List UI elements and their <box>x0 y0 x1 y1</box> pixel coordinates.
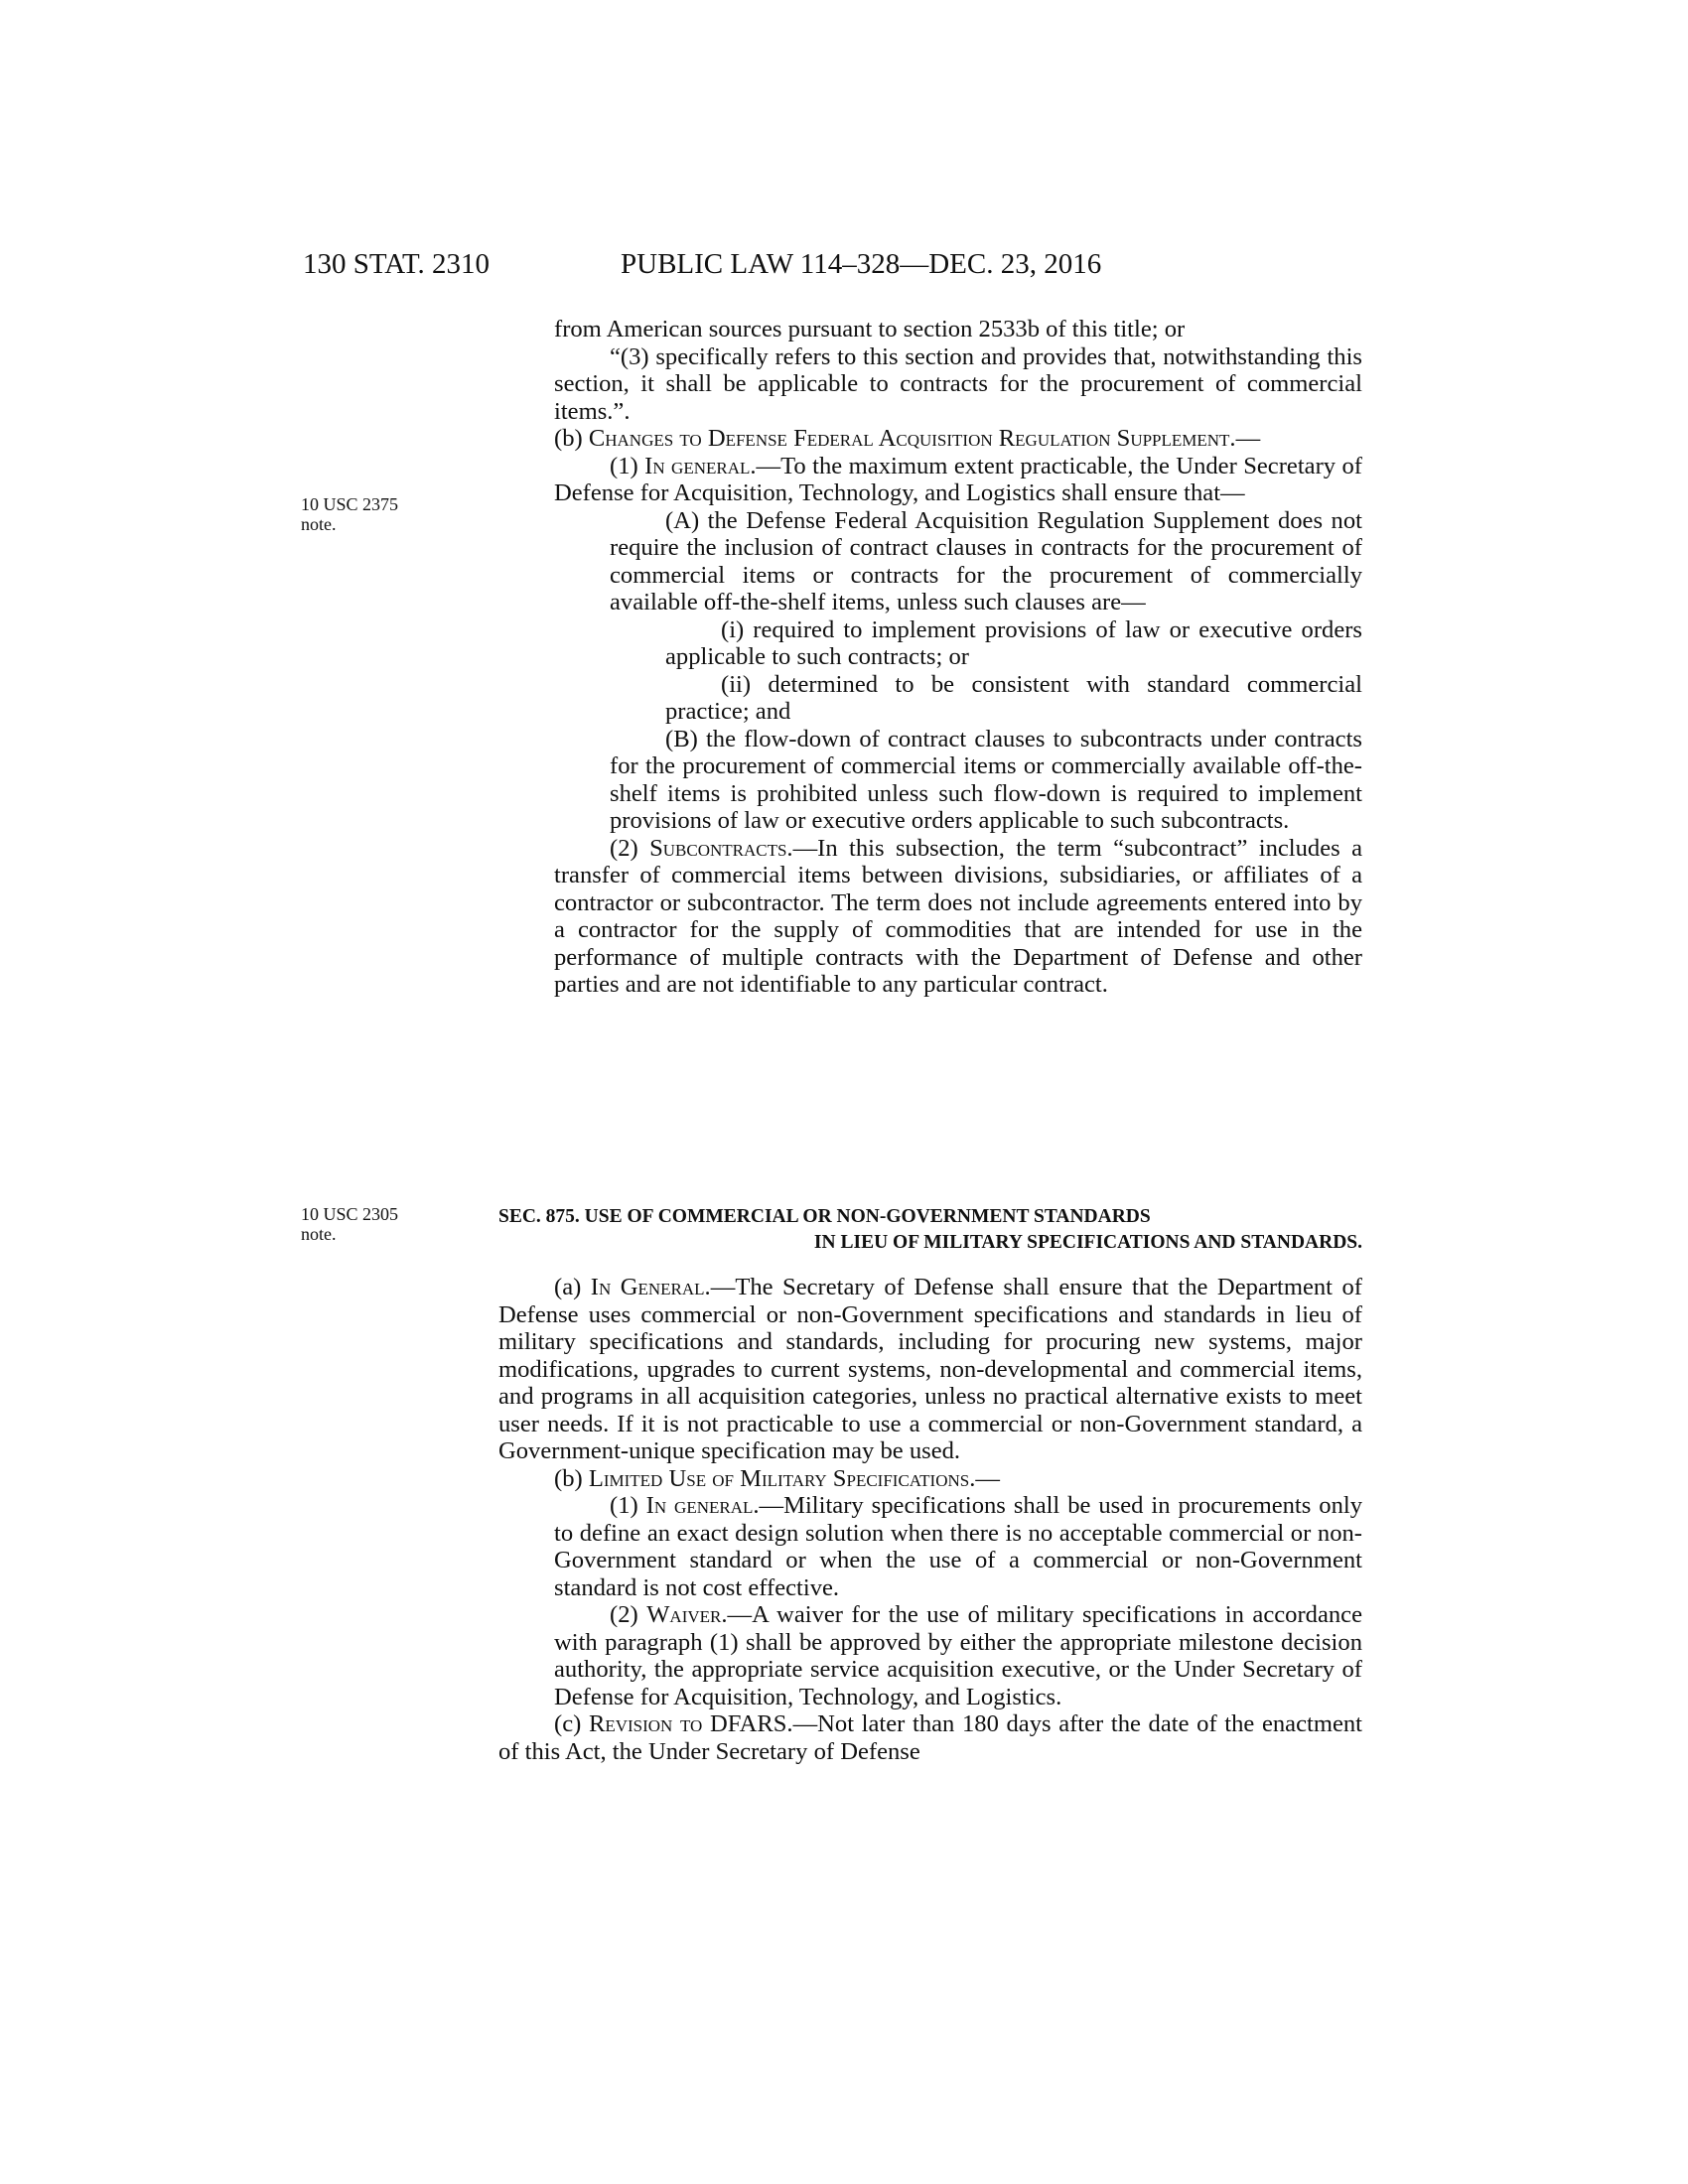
subsection-b <box>498 425 1362 453</box>
subsection-a-text: —The Secretary of Defense shall ensure that the Department of Defense uses commercial or non-Government specifications and standards in lieu of military specifications and standards, including for procuring new systems, major modifications, upgrades to current systems, non-developmental and commercial items, and programs in all acquisition categories, unless no practical alternative exists to meet user needs. If it is not practicable to use a commercial or non-Government standard, a Government-unique specification may be used. <box>498 1274 1362 1464</box>
paragraph-875-b-2-text: —A waiver for the use of military specifications in accordance with paragraph (1) shall be approved by either the appropriate milestone decision authority, the appropriate service acquisition executive, or the Under Secretary of Defense for Acquisition, Technology, and Logistics. <box>554 1601 1363 1710</box>
paragraph-875-b-2-heading: Waiver. <box>646 1601 728 1628</box>
subsection-b-label: (b) <box>554 425 589 452</box>
paragraph-b-2-text: —In this subsection, the term “subcontract” includes a transfer of commercial items between divisions, subsidiaries, or affiliates of a contractor or subcontractor. The term does not include agreements entered into by a contractor for the supply of commodities that are intended for use in the performance of multiple contracts with the Department of Defense and other parties and are not identifiable to any particular contract. <box>554 834 1363 998</box>
subparagraph-B: (B) the flow-down of contract clauses to subcontracts under contracts for the procurement of commercial items or commercially available off-the-shelf items is prohibited unless such flow-down is required to implement provisions of law or executive orders applicable to such subcontracts. <box>610 725 1362 834</box>
public-law-title: PUBLIC LAW 114–328—DEC. 23, 2016 <box>621 248 1102 280</box>
margin-note-citation: 10 USC 2375 <box>301 494 399 514</box>
subparagraph-A: (A) the Defense Federal Acquisition Regulation Supplement does not require the inclusion of contract clauses in contracts for the procurement of commercial items or contracts for the procurement of commercially available off-the-shelf items, unless such clauses are— <box>610 506 1362 615</box>
continued-section-text <box>498 316 1362 999</box>
paragraph-875-b-1-heading: In general. <box>645 1492 760 1519</box>
paragraph-b-1 <box>498 453 1362 507</box>
statute-page-reference: 130 STAT. 2310 <box>303 248 491 280</box>
paragraph-875-b-1-text: —Military specifications shall be used in procurements only to define an exact design solution when there is no acceptable commercial or non-Government standard or when the use of a commercial or non-Government standard is not cost effective. <box>554 1492 1362 1601</box>
paragraph-b-2-label: (2) <box>610 834 650 862</box>
section-875-text <box>498 1274 1362 1765</box>
subsection-b-heading: Changes to Defense Federal Acquisition Regulation Supplement. <box>588 425 1236 452</box>
section-875-heading <box>498 1204 1362 1256</box>
paragraph-875-b-2 <box>498 1601 1362 1710</box>
continuation-line: from American sources pursuant to section 2533b of this title; or <box>554 316 1186 342</box>
paragraph-875-b-2-label: (2) <box>610 1601 647 1628</box>
subsection-c-heading: Revision to DFARS. <box>588 1710 793 1737</box>
page-header <box>0 248 1688 288</box>
section-heading-line-1: SEC. 875. USE OF COMMERCIAL OR NON-GOVERNMENT STANDARDS <box>498 1206 1151 1227</box>
subsection-b-875-label: (b) <box>554 1464 589 1492</box>
margin-note-10-usc-2305 <box>301 1204 398 1244</box>
clause-ii: (ii) determined to be consistent with standard commercial practice; and <box>665 670 1362 725</box>
margin-note-suffix: note. <box>301 1224 337 1244</box>
margin-note-citation: 10 USC 2305 <box>301 1204 399 1224</box>
subsection-b-875 <box>498 1465 1362 1493</box>
paragraph-875-b-1-label: (1) <box>610 1492 646 1519</box>
paragraph-3: “(3) specifically refers to this section and provides that, notwithstanding this section, it shall be applicable to contracts for the procurement of commercial items.”. <box>554 342 1362 425</box>
clause-i: (i) required to implement provisions of law or executive orders applicable to such contracts; or <box>665 615 1362 670</box>
subsection-c-label: (c) <box>554 1710 589 1737</box>
paragraph-b-1-label: (1) <box>610 452 645 479</box>
paragraph-875-b-1 <box>498 1492 1362 1601</box>
subsection-a-label: (a) <box>554 1274 591 1300</box>
subsection-c-text: —Not later than 180 days after the date of the enactment of this Act, the Under Secretary of Defense <box>498 1710 1363 1765</box>
paragraph-b-2 <box>498 835 1362 999</box>
subsection-a <box>498 1274 1362 1465</box>
margin-note-10-usc-2375 <box>301 494 398 534</box>
subsection-b-875-heading: Limited Use of Military Specifications. <box>588 1464 976 1492</box>
subsection-c <box>498 1710 1362 1765</box>
paragraph-b-1-text: —To the maximum extent practicable, the Under Secretary of Defense for Acquisition, Technology, and Logistics shall ensure that— <box>554 452 1362 506</box>
section-heading-line-2: IN LIEU OF MILITARY SPECIFICATIONS AND STANDARDS. <box>813 1232 1362 1253</box>
paragraph-b-2-heading: Subcontracts. <box>649 834 793 862</box>
subsection-b-dash: — <box>1235 425 1261 452</box>
subsection-b-875-dash: — <box>975 1464 1000 1492</box>
subsection-a-heading: In General. <box>590 1274 711 1300</box>
paragraph-b-1-heading: In general. <box>644 452 757 479</box>
margin-note-suffix: note. <box>301 514 337 534</box>
